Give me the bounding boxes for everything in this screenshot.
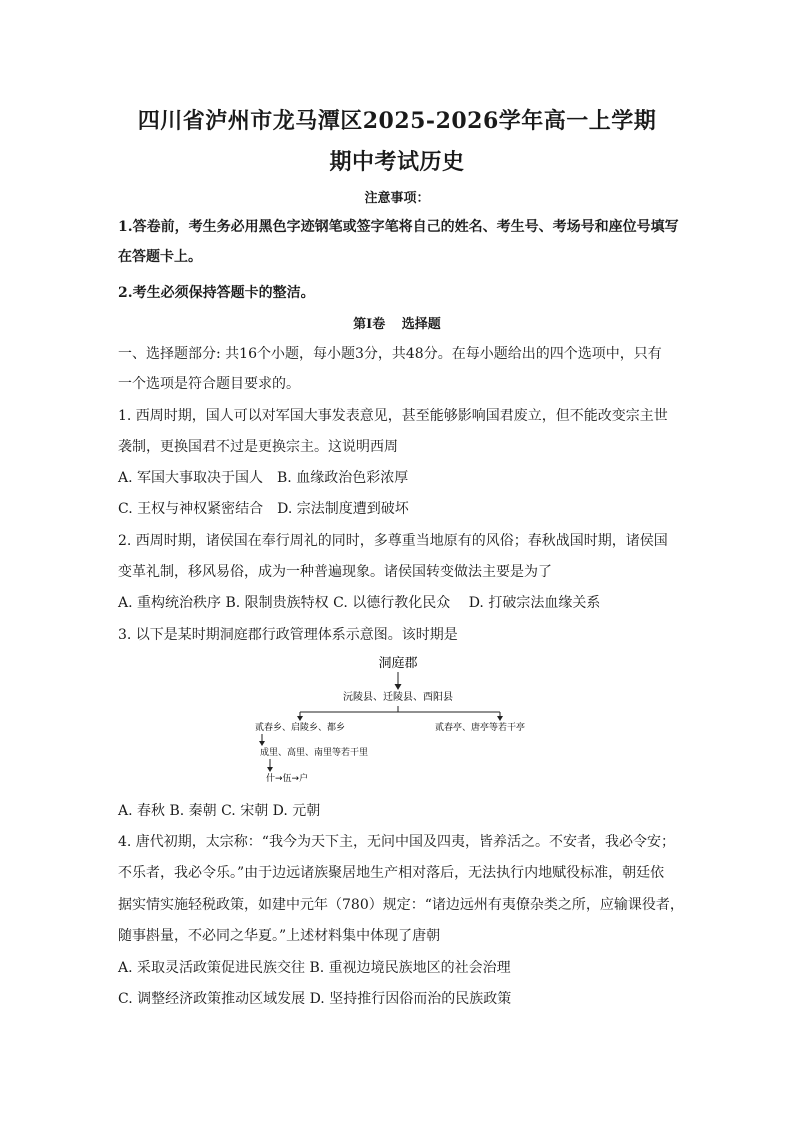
instructions-line: 一、选择题部分: 共16个小题，每小题3分，共48分。在每小题给出的四个选项中，只有 — [118, 346, 662, 362]
q1-options-row2 — [118, 498, 409, 518]
notice-line: 2.考生必须保持答题卡的整洁。 — [118, 285, 315, 301]
diagram-townships: 贰春乡、启陵乡、都乡 — [254, 723, 346, 733]
q1-options-row1 — [118, 467, 408, 487]
diagram-counties: 沅陵县、迁陵县、酉阳县 — [343, 692, 453, 703]
q3-stem: 3. 以下是某时期洞庭郡行政管理体系示意图。该时期是 — [118, 627, 458, 643]
diagram-villages: 成里、高里、南里等若干里 — [260, 748, 369, 758]
exam-title-line1: 四川省泸州市龙马潭区2025-2026学年高一上学期 — [137, 108, 657, 134]
q4-options-row1: A. 采取灵活政策促进民族交往 B. 重视边境民族地区的社会治理 — [118, 960, 511, 976]
diagram-households: 什→伍→户 — [266, 774, 309, 784]
q1-option-c: C. 王权与神权紧密结合 — [118, 501, 264, 517]
q3-options: A. 春秋 B. 秦朝 C. 宋朝 D. 元朝 — [118, 803, 321, 819]
q2-options — [118, 592, 600, 612]
q2-stem: 变革礼制，移风易俗，成为一种普遍现象。诸侯国转变做法主要是为了 — [118, 564, 552, 580]
q4-stem: 据实情实施轻税政策，如建中元年（780）规定：“诸边远州有夷僚杂类之所，应输课役者， — [118, 897, 684, 913]
q4-stem: 4. 唐代初期，太宗称：“我今为天下主，无问中国及四夷，皆养活之。不安者，我必令安； — [118, 834, 675, 850]
notice-line: 1.答卷前，考生务必用黑色字迹钢笔或签字笔将自己的姓名、考生号、考场号和座位号填写 — [118, 219, 679, 235]
diagram-arrowhead — [395, 684, 402, 690]
q1-option-a: A. 军国大事取决于国人 — [118, 470, 264, 486]
q1-stem: 袭制，更换国君不过是更换宗主。这说明西周 — [118, 439, 398, 455]
q4-stem: 随事斟量，不必同之华夏。”上述材料集中体现了唐朝 — [118, 928, 441, 944]
diagram-arrowhead — [267, 767, 273, 772]
q4-stem: 不乐者，我必令乐。”由于边远诸族聚居地生产相对落后，无法执行内地赋役标准，朝廷依 — [118, 865, 665, 881]
q1-stem: 1. 西周时期，国人可以对军国大事发表意见，甚至能够影响国君废立，但不能改变宗主世 — [118, 408, 668, 424]
q1-option-b: B. 血缘政治色彩浓厚 — [277, 470, 409, 486]
administration-hierarchy-diagram — [240, 650, 570, 790]
notice-heading: 注意事项： — [364, 191, 430, 206]
section-heading — [0, 313, 794, 332]
diagram-arrowhead — [259, 741, 265, 746]
exam-title-line2: 期中考试历史 — [329, 149, 465, 175]
diagram-pavilions: 贰春亭、唐亭等若干亭 — [434, 723, 526, 733]
diagram-arrowhead — [297, 716, 303, 721]
q1-option-d: D. 宗法制度遭到破坏 — [277, 501, 409, 517]
section-part: 第Ⅰ卷 — [353, 317, 386, 332]
notice-line: 在答题卡上。 — [118, 249, 202, 265]
q2-stem: 2. 西周时期，诸侯国在奉行周礼的同时，多尊重当地原有的风俗；春秋战国时期，诸侯国 — [118, 533, 668, 549]
q2-option-c: C. 以德行教化民众 — [333, 595, 451, 611]
diagram-commandery: 洞庭郡 — [378, 656, 418, 671]
instructions-line: 一个选项是符合题目要求的。 — [118, 376, 300, 392]
q2-option-b: B. 限制贵族特权 — [225, 595, 329, 611]
diagram-arrowhead — [497, 716, 503, 721]
q2-option-d: D. 打破宗法血缘关系 — [468, 595, 601, 611]
section-name: 选择题 — [401, 317, 441, 332]
q2-option-a: A. 重构统治秩序 — [118, 595, 222, 611]
q4-options-row2: C. 调整经济政策推动区域发展 D. 坚持推行因俗而治的民族政策 — [118, 991, 512, 1007]
